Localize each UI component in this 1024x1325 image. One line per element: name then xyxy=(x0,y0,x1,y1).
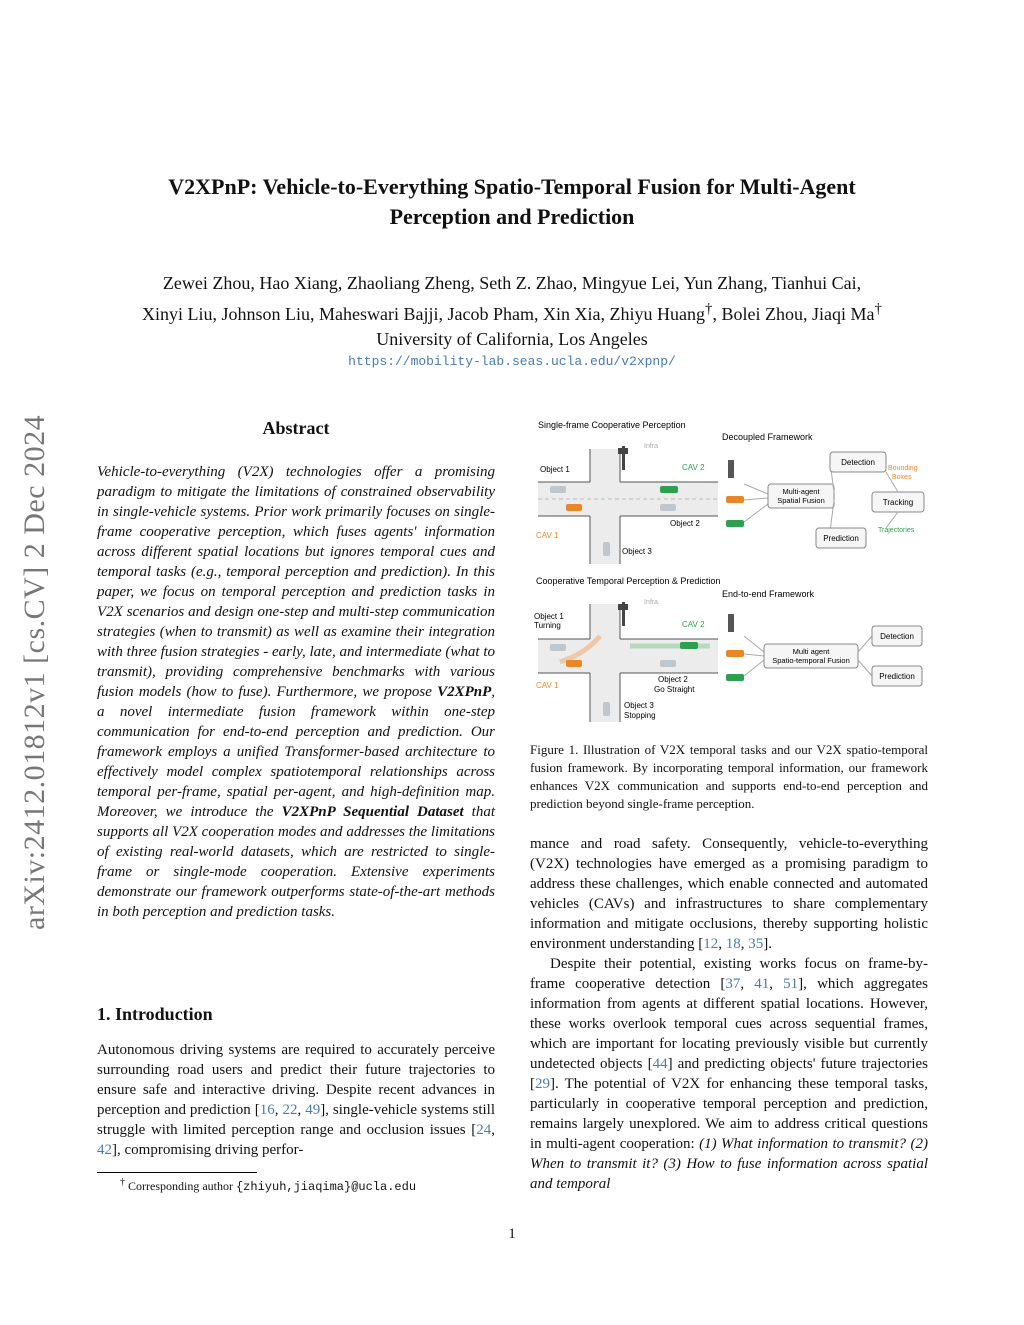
intro-body xyxy=(97,1040,495,1160)
fig-object-1b-l1: Object 1 xyxy=(534,612,564,621)
fig-prediction-1: Prediction xyxy=(823,534,859,543)
fig-bbox-l2: Boxes xyxy=(892,474,912,481)
fig-spatial-fusion-l1: Multi-agent xyxy=(782,487,820,496)
right-paragraph-2 xyxy=(530,954,928,1194)
fig-object-1b-l2: Turning xyxy=(534,621,561,630)
intro-text: , xyxy=(491,1122,495,1138)
intro-text: ], single-vehicle systems still struggle with limited perception range and occlusion issues [ xyxy=(97,1102,496,1138)
fig-object-1: Object 1 xyxy=(540,465,570,474)
authors-line-2-text: Xinyi Liu, Johnson Liu, Maheswari Bajji, Jacob Pham, Xin Xia, Zhiyu Huang xyxy=(142,304,705,324)
corresponding-mark-2: † xyxy=(874,301,882,317)
project-url-link[interactable]: https://mobility-lab.seas.ucla.edu/v2xpnp/ xyxy=(348,354,676,369)
right-text: , xyxy=(740,976,755,992)
fig-cav-2: CAV 2 xyxy=(682,463,705,472)
citation-link[interactable]: 35 xyxy=(748,936,764,952)
citation-link[interactable]: 41 xyxy=(754,976,770,992)
abstract-text-2: , a novel intermediate fusion framework within one-step communication for end-to-end perception and prediction. Our framework employs a unified Transformer-based architecture to effectively model complex spatiotemporal relationships across temporal per-frame, spatial per-agent, and high-definition map. Moreover, we introduce the xyxy=(97,684,495,820)
right-text: , xyxy=(769,976,784,992)
paper-title xyxy=(0,172,1024,232)
intro-text: ], compromising driving perfor- xyxy=(112,1142,304,1158)
vehicle-cav-1b xyxy=(566,660,582,667)
page-number: 1 xyxy=(508,1226,516,1242)
vehicle-object-2b xyxy=(660,660,676,667)
fig-top-framework: Decoupled Framework xyxy=(722,432,813,442)
fig-infra-1: Infra xyxy=(644,443,659,450)
intro-text: , xyxy=(274,1102,283,1118)
vehicle-cav-1 xyxy=(566,504,582,511)
right-text: ]. xyxy=(763,936,773,952)
fig-object-2b-l1: Object 2 xyxy=(658,675,688,684)
fig-infra-2: Infra xyxy=(644,599,659,606)
fig-cav-1b: CAV 1 xyxy=(536,681,559,690)
vehicle-object-2 xyxy=(660,504,676,511)
citation-link[interactable]: 22 xyxy=(282,1102,298,1118)
right-text: , xyxy=(718,936,726,952)
title-line-1: V2XPnP: Vehicle-to-Everything Spatio-Temporal Fusion for Multi-Agent xyxy=(168,174,856,199)
citation-link[interactable]: 24 xyxy=(476,1122,492,1138)
citation-link[interactable]: 49 xyxy=(305,1102,321,1118)
affiliation: University of California, Los Angeles xyxy=(376,329,648,349)
fig-tracking: Tracking xyxy=(882,498,914,507)
authors-line-1: Zewei Zhou, Hao Xiang, Zhaoliang Zheng, Seth Z. Zhao, Mingyue Lei, Yun Zhang, Tianhui Cai, xyxy=(162,273,862,293)
figure-caption: Figure 1. Illustration of V2X temporal tasks and our V2X spatio-temporal fusion framework. By incorporating temporal information, our framework enhances V2X communication and supports end-to-end perception and prediction beyond single-frame perception. xyxy=(530,742,928,811)
citation-link[interactable]: 18 xyxy=(725,936,741,952)
right-text: , xyxy=(740,936,749,952)
footnote-email: {zhiyuh,jiaqima}@ucla.edu xyxy=(235,1180,417,1194)
right-column-body xyxy=(530,834,928,1194)
fig-bbox-l1: Bounding xyxy=(888,465,918,472)
right-text: ], which aggregates information from agents at different spatial locations. However, these works overlook temporal cues across sequential frames, which are important for locating previously visible but currently undetected objects [ xyxy=(530,976,929,1072)
decoupled-framework xyxy=(726,452,924,548)
right-text: mance and road safety. Consequently, vehicle-to-everything (V2X) technologies have emerged as a promising paradigm to address these challenges, which enable connected and automated vehicles (CAVs) and infrastructures to share complementary information and mitigate occlusions, thereby supporting holistic environment understanding [ xyxy=(530,836,928,952)
intro-heading: 1. Introduction xyxy=(97,1004,213,1024)
abstract-bold-v2xpnp: V2XPnP xyxy=(437,684,492,700)
citation-link[interactable]: 12 xyxy=(703,936,719,952)
vehicle-object-3 xyxy=(603,542,610,556)
fig-cav-2b: CAV 2 xyxy=(682,620,705,629)
right-text: Despite their potential, existing works focus on frame-by-frame cooperative detection [ xyxy=(530,956,928,992)
intro-text: , xyxy=(297,1102,306,1118)
fig-cav-1: CAV 1 xyxy=(536,531,559,540)
fig-object-3b-l2: Stopping xyxy=(624,711,656,720)
fig-object-3b-l1: Object 3 xyxy=(624,701,654,710)
abstract-heading: Abstract xyxy=(262,418,330,438)
fig-detection-2: Detection xyxy=(880,632,914,641)
author-list xyxy=(0,270,1024,327)
fig-object-3: Object 3 xyxy=(622,547,652,556)
figure-1 xyxy=(530,414,928,726)
citation-link[interactable]: 44 xyxy=(652,1056,668,1072)
fig-object-2: Object 2 xyxy=(670,519,700,528)
fig-spatial-fusion-l2: Spatial Fusion xyxy=(777,496,825,505)
vehicle-object-1b xyxy=(550,644,566,651)
fig-st-fusion-l1: Multi agent xyxy=(792,647,830,656)
fig-detection-1: Detection xyxy=(841,458,875,467)
citation-link[interactable]: 37 xyxy=(725,976,741,992)
right-paragraph-1 xyxy=(530,834,928,954)
citation-link[interactable]: 16 xyxy=(259,1102,275,1118)
vehicle-cav-2b xyxy=(680,642,698,649)
citation-link[interactable]: 51 xyxy=(783,976,799,992)
abstract-text-3: that supports all V2X cooperation modes and addresses the limitations of existing real-world datasets, which are restricted to single-frame or single-mode cooperation. Extensive experiments demonstrate our framework outperforms state-of-the-art methods in both perception and prediction tasks. xyxy=(97,804,495,920)
fig-trajectories: Trajectories xyxy=(878,527,915,534)
footnote-mark: † xyxy=(120,1177,125,1188)
fig-st-fusion-l2: Spatio-temporal Fusion xyxy=(772,656,850,665)
intro-text: Autonomous driving systems are required to accurately perceive surrounding road users and predict their future trajectories to ensure safe and interactive driving. Despite recent advances in perception and prediction [ xyxy=(97,1042,495,1118)
right-italic-questions: (1) What information to transmit? (2) When to transmit it? (3) How to fuse information across spatial and temporal xyxy=(530,1136,928,1192)
fig-object-2b-l2: Go Straight xyxy=(654,685,695,694)
right-text: ] and predicting objects' future trajectories [ xyxy=(530,1056,928,1092)
end-to-end-framework xyxy=(726,614,922,686)
citation-link[interactable]: 29 xyxy=(535,1076,550,1092)
citation-link[interactable]: 42 xyxy=(97,1142,112,1158)
fig-top-title: Single-frame Cooperative Perception xyxy=(538,420,686,430)
footnote xyxy=(120,1177,416,1194)
corresponding-mark: † xyxy=(704,301,713,317)
abstract-text-1: Vehicle-to-everything (V2X) technologies offer a promising paradigm to mitigate the limitations of constrained observability in single-vehicle systems. Prior work primarily focuses on single-frame cooperative perception, which fuses agents' information across different spatial locations but ignores temporal cues and temporal tasks (e.g., temporal perception and prediction). In this paper, we focus on temporal perception and prediction tasks in V2X scenarios and design one-step and multi-step communication strategies (when to transmit) as well as examine their integration with three fusion strategies - early, late, and intermediate (what to transmit), providing comprehensive benchmarks with various fusion models (how to fuse). Furthermore, we propose xyxy=(97,464,495,700)
authors-line-2 xyxy=(0,296,1024,327)
footnote-text: Corresponding author xyxy=(125,1179,236,1193)
abstract-body xyxy=(97,462,495,922)
fig-bottom-title: Cooperative Temporal Perception & Prediction xyxy=(536,576,721,586)
fig-prediction-2: Prediction xyxy=(879,672,915,681)
vehicle-object-1 xyxy=(550,486,566,493)
arxiv-identifier: arXiv:2412.01812v1 [cs.CV] 2 Dec 2024 xyxy=(18,414,51,930)
vehicle-object-3b xyxy=(603,702,610,716)
authors-line-2-tail: , Bolei Zhou, Jiaqi Ma xyxy=(712,304,875,324)
right-text: ]. The potential of V2X for enhancing these temporal tasks, particularly in cooperative temporal perception and prediction, remains largely unexplored. We aim to address critical questions in multi-agent cooperation: xyxy=(530,1076,928,1152)
title-line-2: Perception and Prediction xyxy=(389,204,635,229)
vehicle-cav-2 xyxy=(660,486,678,493)
abstract-bold-dataset: V2XPnP Sequential Dataset xyxy=(281,804,464,820)
footnote-rule xyxy=(97,1172,257,1173)
fig-bottom-framework: End-to-end Framework xyxy=(722,589,815,599)
